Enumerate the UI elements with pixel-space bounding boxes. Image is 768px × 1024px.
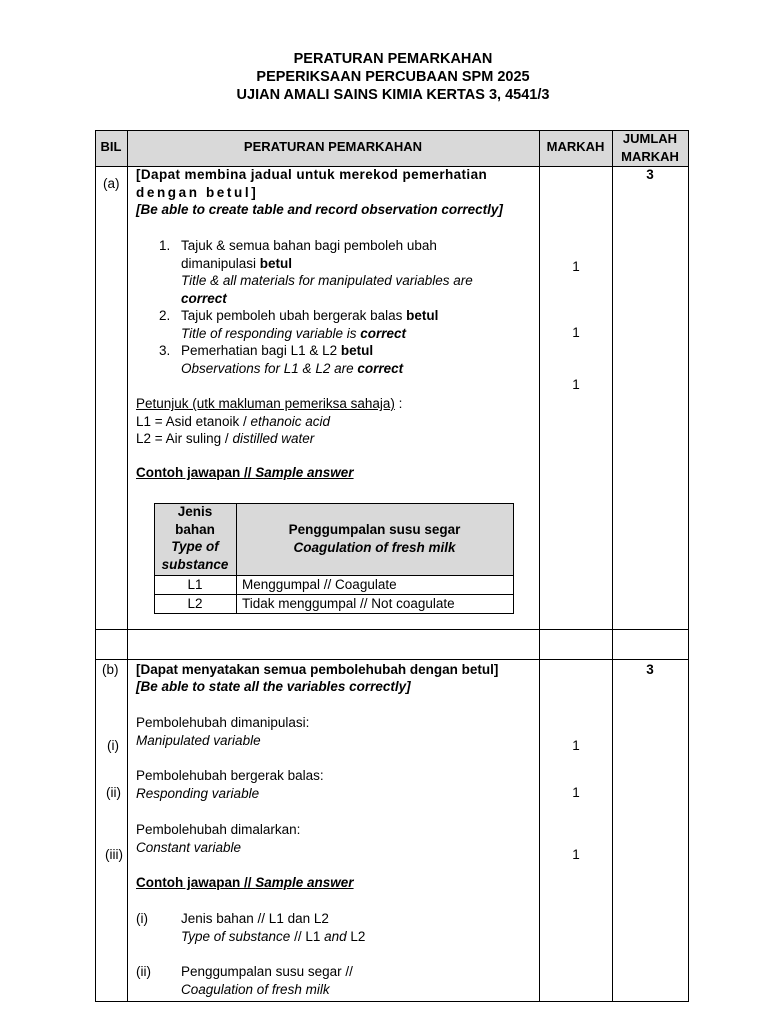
answer-text: // L1 [290,928,325,944]
answer-i [181,910,365,945]
variable-roman: (ii) [106,785,121,800]
petunjuk-text: L1 = Asid etanoik / [136,413,251,429]
mark-value: 1 [572,738,580,753]
criteria-keyword: betul [259,255,293,271]
grid-line [95,130,96,1002]
header-text-en: Coagulation of fresh milk [293,539,456,555]
variable-text-bm: Pembolehubah dimalarkan: [136,822,301,837]
grid-line [513,503,514,614]
column-header-jumlah-line-2: MARKAH [621,149,679,164]
answer-ii [181,963,353,998]
mark-value: 1 [572,847,580,862]
criteria-number: 3. [159,343,171,358]
answer-text: and [324,928,347,944]
variable-text-en: Manipulated variable [136,732,261,748]
part-a-label: (a) [103,176,120,191]
sample-heading-bm: Contoh jawapan // [136,875,256,890]
criteria-text-en: Title & all materials for manipulated variables are [181,273,473,288]
grid-line [236,503,237,614]
variable-roman: (iii) [105,847,123,862]
mark-value: 1 [572,259,580,274]
header-text-en: Type of [171,539,219,554]
answer-text: L2 [346,928,366,944]
criteria-text-bm [181,307,438,325]
sample-cell-result: Menggumpal // Coagulate [242,577,397,592]
header-text-en: substance [161,556,229,572]
petunjuk-heading [136,395,402,413]
petunjuk-label: Petunjuk (utk makluman pemeriksa sahaja) [136,396,395,411]
column-header-peraturan: PERATURAN PEMARKAHAN [243,139,423,154]
sample-col-header-coagulation [236,521,513,556]
petunjuk-note [136,395,402,448]
criteria-item-1 [181,237,473,307]
grid-line [95,130,689,131]
header-line-3: UJIAN AMALI SAINS KIMIA KERTAS 3, 4541/3 [236,87,550,103]
grid-line [95,659,689,660]
criteria-text: Title of responding variable is [181,325,361,341]
criteria-text-bm [181,342,403,360]
mark-value: 1 [572,785,580,800]
answer-roman: (i) [136,911,148,926]
criteria-number: 2. [159,308,171,323]
sample-heading-en: Sample answer [255,875,354,890]
grid-line [95,629,689,630]
header-text: Jenis [177,504,213,519]
petunjuk-text-en: distilled water [232,431,315,446]
variable-text-en: Responding variable [136,785,260,801]
sample-cell-substance: L2 [187,596,203,611]
variable-responding [136,767,324,802]
sample-col-header-substance [154,503,236,573]
header-text: bahan [175,521,215,537]
criteria-keyword: correct [360,325,407,341]
header-line-1: PERATURAN PEMARKAHAN [293,51,493,67]
grid-line [154,613,514,614]
answer-text: Type of substance [181,928,291,944]
column-header-jumlah-line-1: JUMLAH [622,131,678,146]
part-a-title-bm-line-1: [Dapat membina jadual untuk merekod pemerhatian [136,167,488,182]
variable-roman: (i) [107,738,119,753]
grid-line [95,1001,689,1002]
document-header [0,50,768,104]
part-b-sample-heading [136,874,354,892]
petunjuk-text: L2 = Air suling / [136,431,233,446]
sample-answer-table [154,503,514,614]
column-header-markah: MARKAH [546,139,605,154]
sample-cell-substance: L1 [187,577,203,592]
part-b-label: (b) [102,662,119,677]
column-header-bil: BIL [100,139,122,154]
grid-line [539,130,540,1002]
criteria-text-en [181,360,403,378]
criteria-keyword-en: correct [181,290,227,306]
petunjuk-l1 [136,413,402,431]
grid-line [688,130,689,1002]
answer-roman: (ii) [136,964,151,979]
header-line-2: PEPERIKSAAN PERCUBAAN SPM 2025 [256,69,530,85]
mark-value: 1 [572,377,580,392]
criteria-keyword: correct [357,360,404,376]
criteria-text-bm-cont [181,255,473,273]
grid-line [612,130,613,1002]
part-b-jumlah: 3 [646,662,654,677]
variable-text-bm: Pembolehubah bergerak balas: [136,768,324,783]
criteria-text: dimanipulasi [181,255,260,271]
column-header-jumlah [612,130,688,166]
petunjuk-l2 [136,430,402,448]
sample-heading-en: Sample answer [255,465,354,480]
criteria-item-2 [181,307,438,342]
criteria-text: Tajuk pemboleh ubah bergerak balas [181,308,407,323]
part-a-title-bm-line-2: dengan betul] [136,184,259,200]
criteria-text: Observations for L1 & L2 are [181,360,358,376]
grid-line [127,130,128,1002]
sample-cell-result: Tidak menggumpal // Not coagulate [242,596,455,611]
criteria-keyword: betul [406,308,439,323]
variable-text-bm: Pembolehubah dimanipulasi: [136,715,310,730]
criteria-number: 1. [159,238,171,253]
variable-constant [136,821,300,856]
variable-manipulated [136,714,309,749]
criteria-text: Pemerhatian bagi L1 & L2 [181,343,341,358]
answer-text-en [181,928,365,946]
part-b-title-bm: [Dapat menyatakan semua pembolehubah dengan betul] [136,662,499,677]
marking-scheme-table [95,130,689,1002]
part-a-title-en: [Be able to create table and record observation correctly] [136,202,503,217]
answer-text-bm: Penggumpalan susu segar // [181,964,353,979]
mark-value: 1 [572,325,580,340]
petunjuk-colon: : [394,396,403,411]
answer-text-bm: Jenis bahan // L1 dan L2 [181,911,329,926]
criteria-text-en [181,325,438,343]
criteria-item-3 [181,342,403,377]
petunjuk-text-en: ethanoic acid [250,413,331,429]
criteria-text-bm: Tajuk & semua bahan bagi pemboleh ubah [181,238,437,253]
part-a-sample-heading [136,464,354,482]
part-a-title-bm [136,166,538,201]
part-b-title-en: [Be able to state all the variables correctly] [136,679,411,694]
variable-text-en: Constant variable [136,839,242,855]
criteria-keyword: betul [340,343,374,358]
part-a-jumlah: 3 [646,167,654,182]
answer-text-en: Coagulation of fresh milk [181,981,330,997]
sample-heading-bm: Contoh jawapan // [136,465,256,480]
header-text: Penggumpalan susu segar [288,522,461,537]
